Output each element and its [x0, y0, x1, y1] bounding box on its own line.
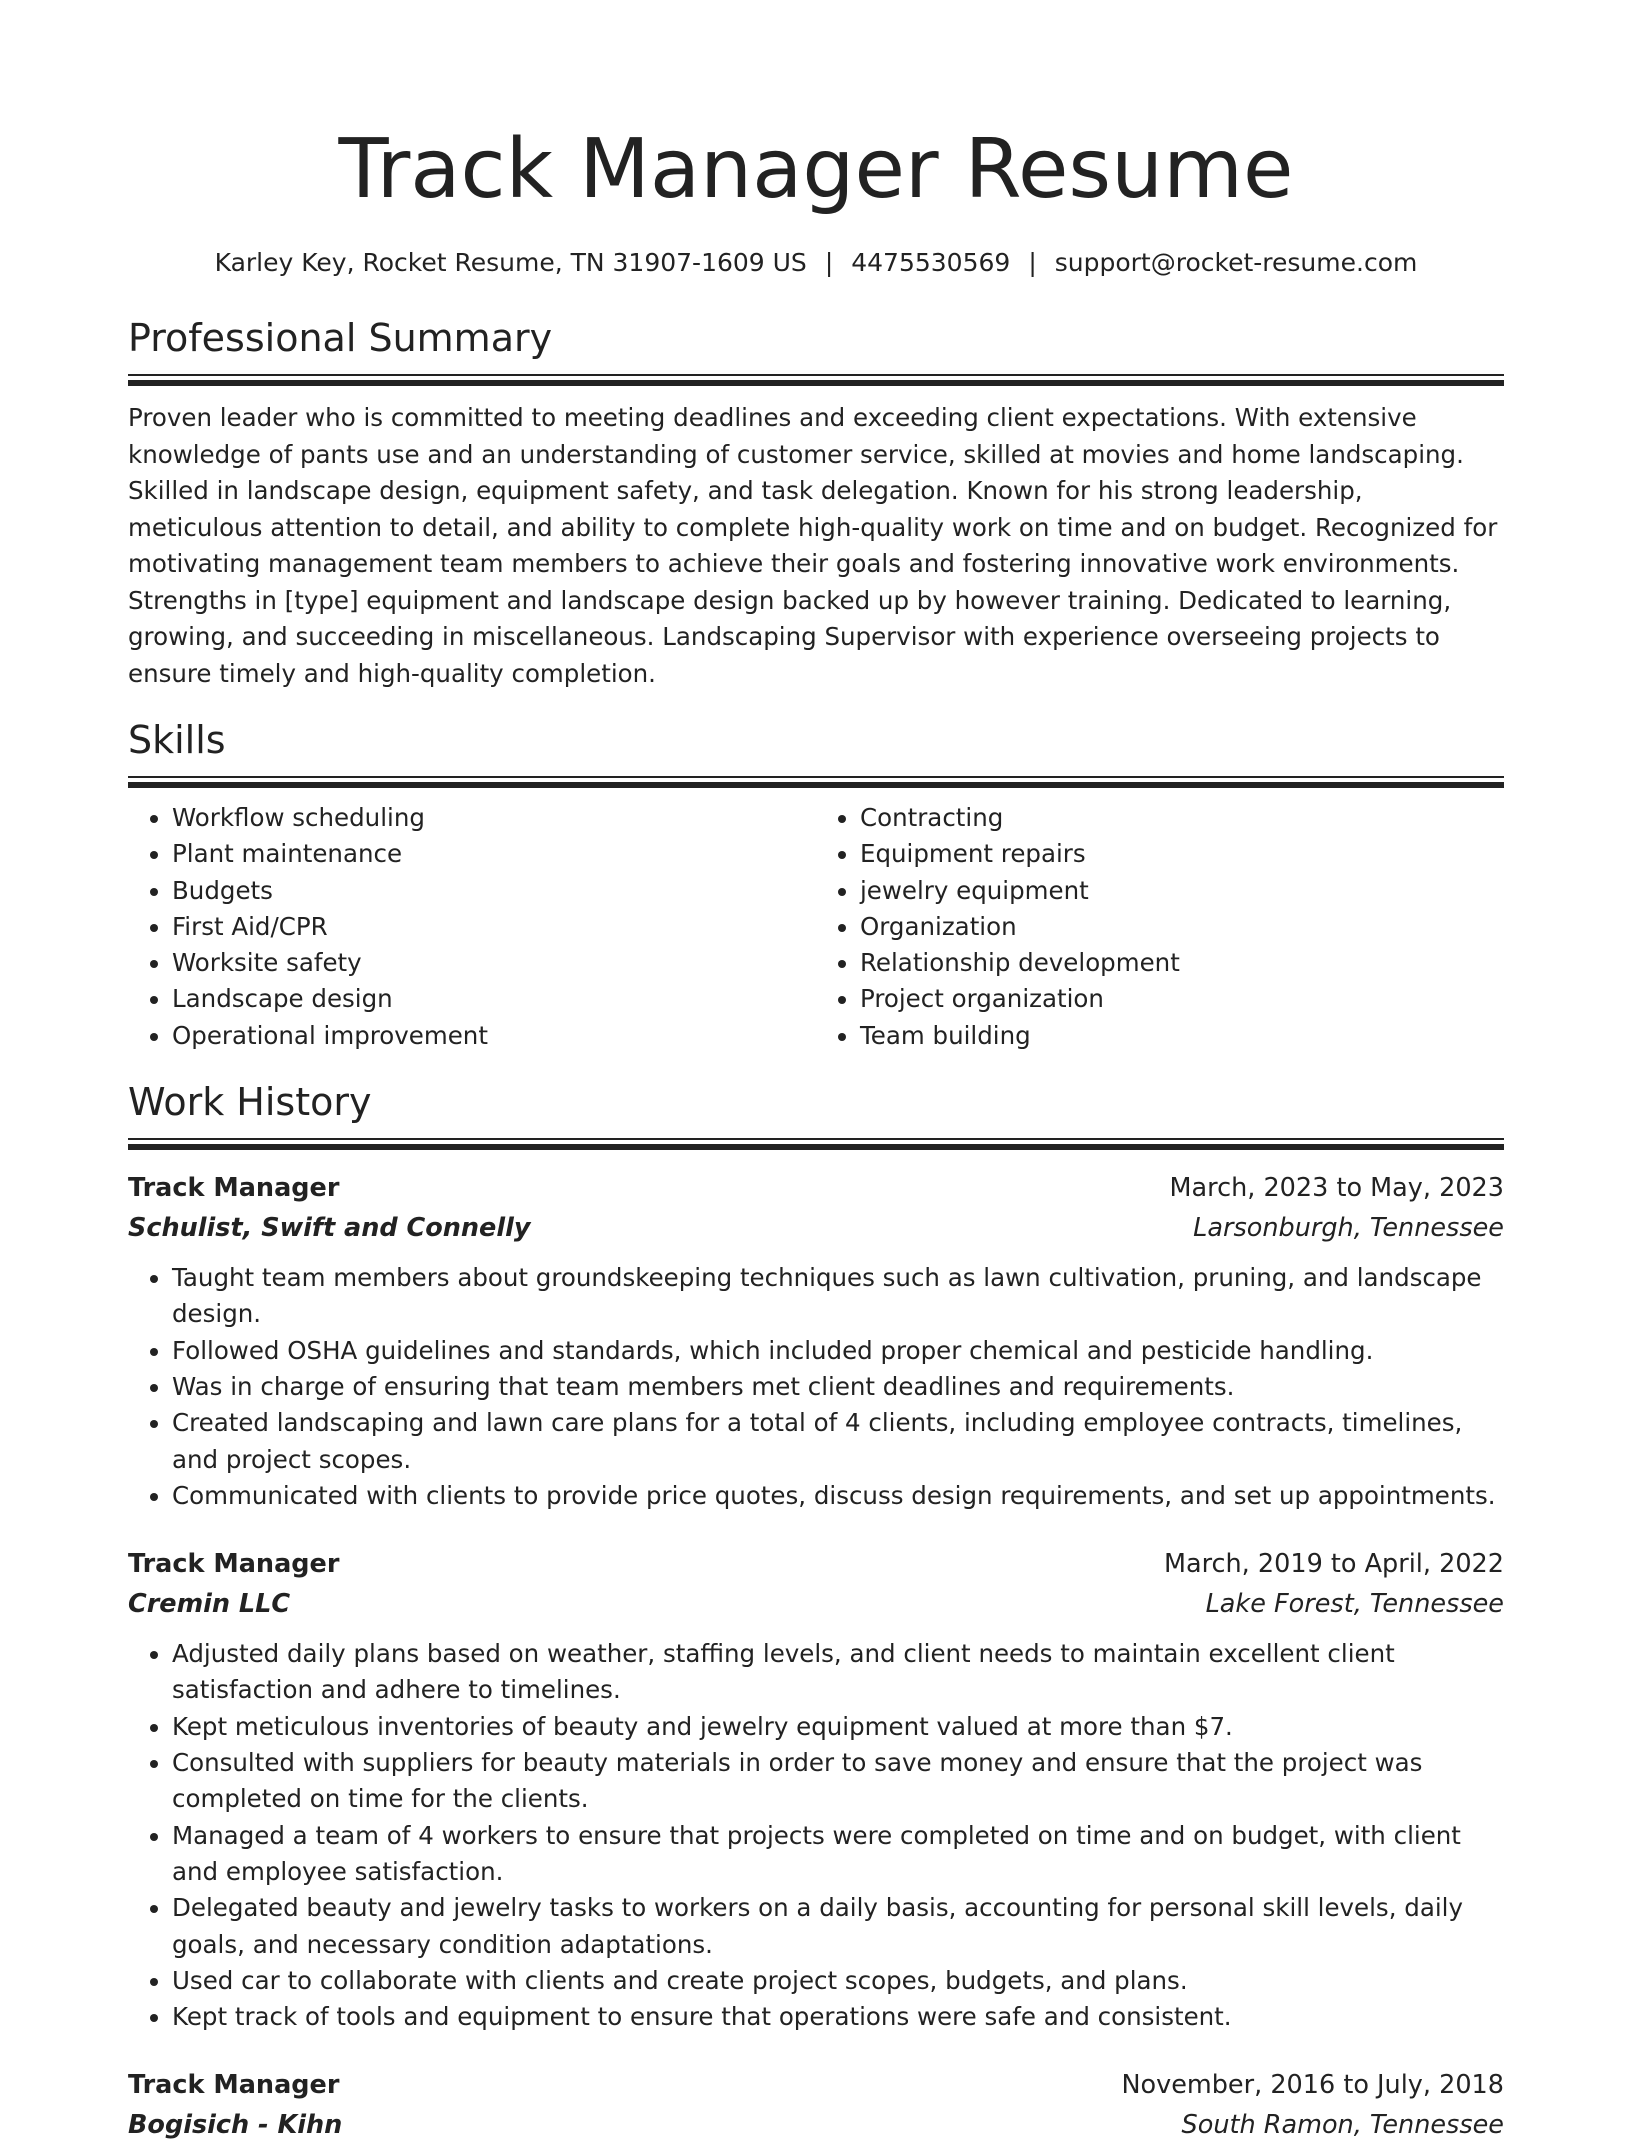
job-title: Track Manager [128, 1549, 340, 1580]
job-header [128, 2065, 1504, 2105]
job-subheader [128, 1584, 1504, 1624]
job-bullet: • Consulted with suppliers for beauty materials in order to save money and ensure that the project was completed on time for the clients. [172, 1745, 1504, 1818]
job-bullet: • Taught team members about groundskeeping techniques such as lawn cultivation, pruning, and landscape design. [172, 1260, 1504, 1333]
job-title: Track Manager [128, 2070, 340, 2101]
job-bullet: • Managed a team of 4 workers to ensure that projects were completed on time and on budget, with client and employee satisfaction. [172, 1818, 1504, 1891]
job-bullet: • Used car to collaborate with clients and create project scopes, budgets, and plans. [172, 1963, 1504, 1999]
skills-section [128, 714, 1504, 1054]
contact-line [128, 246, 1504, 280]
job-bullet: • Adjusted daily plans based on weather, staffing levels, and client needs to maintain excellent client satisfaction and adhere to timelines. [172, 1636, 1504, 1709]
job-dates: March, 2023 to May, 2023 [1169, 1173, 1504, 1204]
section-divider [128, 776, 1504, 788]
job-location: Larsonburgh, Tennessee [1193, 1213, 1504, 1244]
job-bullets [128, 1636, 1504, 2035]
resume-title: Track Manager Resume [338, 122, 1294, 217]
job-bullet: • Kept meticulous inventories of beauty and jewelry equipment valued at more than $7. [172, 1709, 1504, 1745]
skill-item: • Equipment repairs [860, 836, 1504, 872]
job-location: South Ramon, Tennessee [1181, 2110, 1504, 2141]
resume-page [128, 116, 1504, 2145]
summary-text: Proven leader who is committed to meeting deadlines and exceeding client expectations. With extensive knowledge of pants use and an understanding of customer service, skilled at movies and home landscaping. Skilled in landscape design, equipment safety, and task delegation. Known for his strong leadership, meticulous attention to detail, and ability to complete high-quality work on time and on budget. Recognized for motivating management team members to achieve their goals and fostering innovative work environments. Strengths in [type] equipment and landscape design backed up by however training. Dedicated to learning, growing, and succeeding in miscellaneous. Landscaping Supervisor with experience overseeing projects to ensure timely and high-quality completion. [128, 403, 1498, 688]
job-subheader [128, 2105, 1504, 2145]
job-bullet: • Was in charge of ensuring that team members met client deadlines and requirements. [172, 1369, 1504, 1405]
job-entry [128, 2065, 1504, 2145]
job-company: Bogisich - Kihn [128, 2110, 343, 2141]
job-company: Cremin LLC [128, 1589, 291, 1620]
job-dates: November, 2016 to July, 2018 [1121, 2070, 1504, 2101]
job-subheader [128, 1208, 1504, 1248]
contact-email: support@rocket-resume.com [1054, 248, 1418, 277]
skill-item: • First Aid/CPR [172, 909, 816, 945]
contact-address: Karley Key, Rocket Resume, TN 31907-1609 US [214, 248, 807, 277]
job-header [128, 1168, 1504, 1208]
skill-item: • Project organization [860, 981, 1504, 1017]
skill-item: • Budgets [172, 873, 816, 909]
section-heading-work-history: Work History [128, 1080, 372, 1125]
section-heading-skills: Skills [128, 718, 226, 762]
job-bullet: • Created landscaping and lawn care plans for a total of 4 clients, including employee contracts, timelines, and project scopes. [172, 1405, 1504, 1478]
job-title: Track Manager [128, 1173, 340, 1204]
job-company: Schulist, Swift and Connelly [128, 1213, 531, 1244]
skill-item: • Team building [860, 1018, 1504, 1054]
section-heading-summary: Professional Summary [128, 316, 553, 360]
job-bullet: • Delegated beauty and jewelry tasks to workers on a daily basis, accounting for personal skill levels, daily goals, and necessary condition adaptations. [172, 1890, 1504, 1963]
job-entry [128, 1168, 1504, 1514]
skill-item: • Workflow scheduling [172, 800, 816, 836]
section-divider [128, 374, 1504, 386]
skills-column-left [128, 800, 816, 1054]
skill-item: • Worksite safety [172, 945, 816, 981]
skill-item: • Contracting [860, 800, 1504, 836]
skill-item: • jewelry equipment [860, 873, 1504, 909]
work-history-section [128, 1076, 1504, 2145]
skill-item: • Operational improvement [172, 1018, 816, 1054]
job-entry [128, 1544, 1504, 2035]
skills-grid [128, 800, 1504, 1054]
skill-item: • Landscape design [172, 981, 816, 1017]
job-header [128, 1544, 1504, 1584]
job-dates: March, 2019 to April, 2022 [1163, 1549, 1504, 1580]
skill-item: • Organization [860, 909, 1504, 945]
skill-item: • Plant maintenance [172, 836, 816, 872]
summary-section [128, 312, 1504, 692]
job-bullet: • Communicated with clients to provide price quotes, discuss design requirements, and set up appointments. [172, 1478, 1504, 1514]
job-bullets [128, 1260, 1504, 1514]
job-location: Lake Forest, Tennessee [1205, 1589, 1504, 1620]
section-divider [128, 1138, 1504, 1150]
contact-separator: | [1028, 248, 1037, 277]
skill-item: • Relationship development [860, 945, 1504, 981]
skills-column-right [816, 800, 1504, 1054]
contact-phone: 4475530569 [851, 248, 1011, 277]
job-bullet: • Kept track of tools and equipment to ensure that operations were safe and consistent. [172, 1999, 1504, 2035]
contact-separator: | [824, 248, 834, 277]
job-bullet: • Followed OSHA guidelines and standards, which included proper chemical and pesticide handling. [172, 1333, 1504, 1369]
